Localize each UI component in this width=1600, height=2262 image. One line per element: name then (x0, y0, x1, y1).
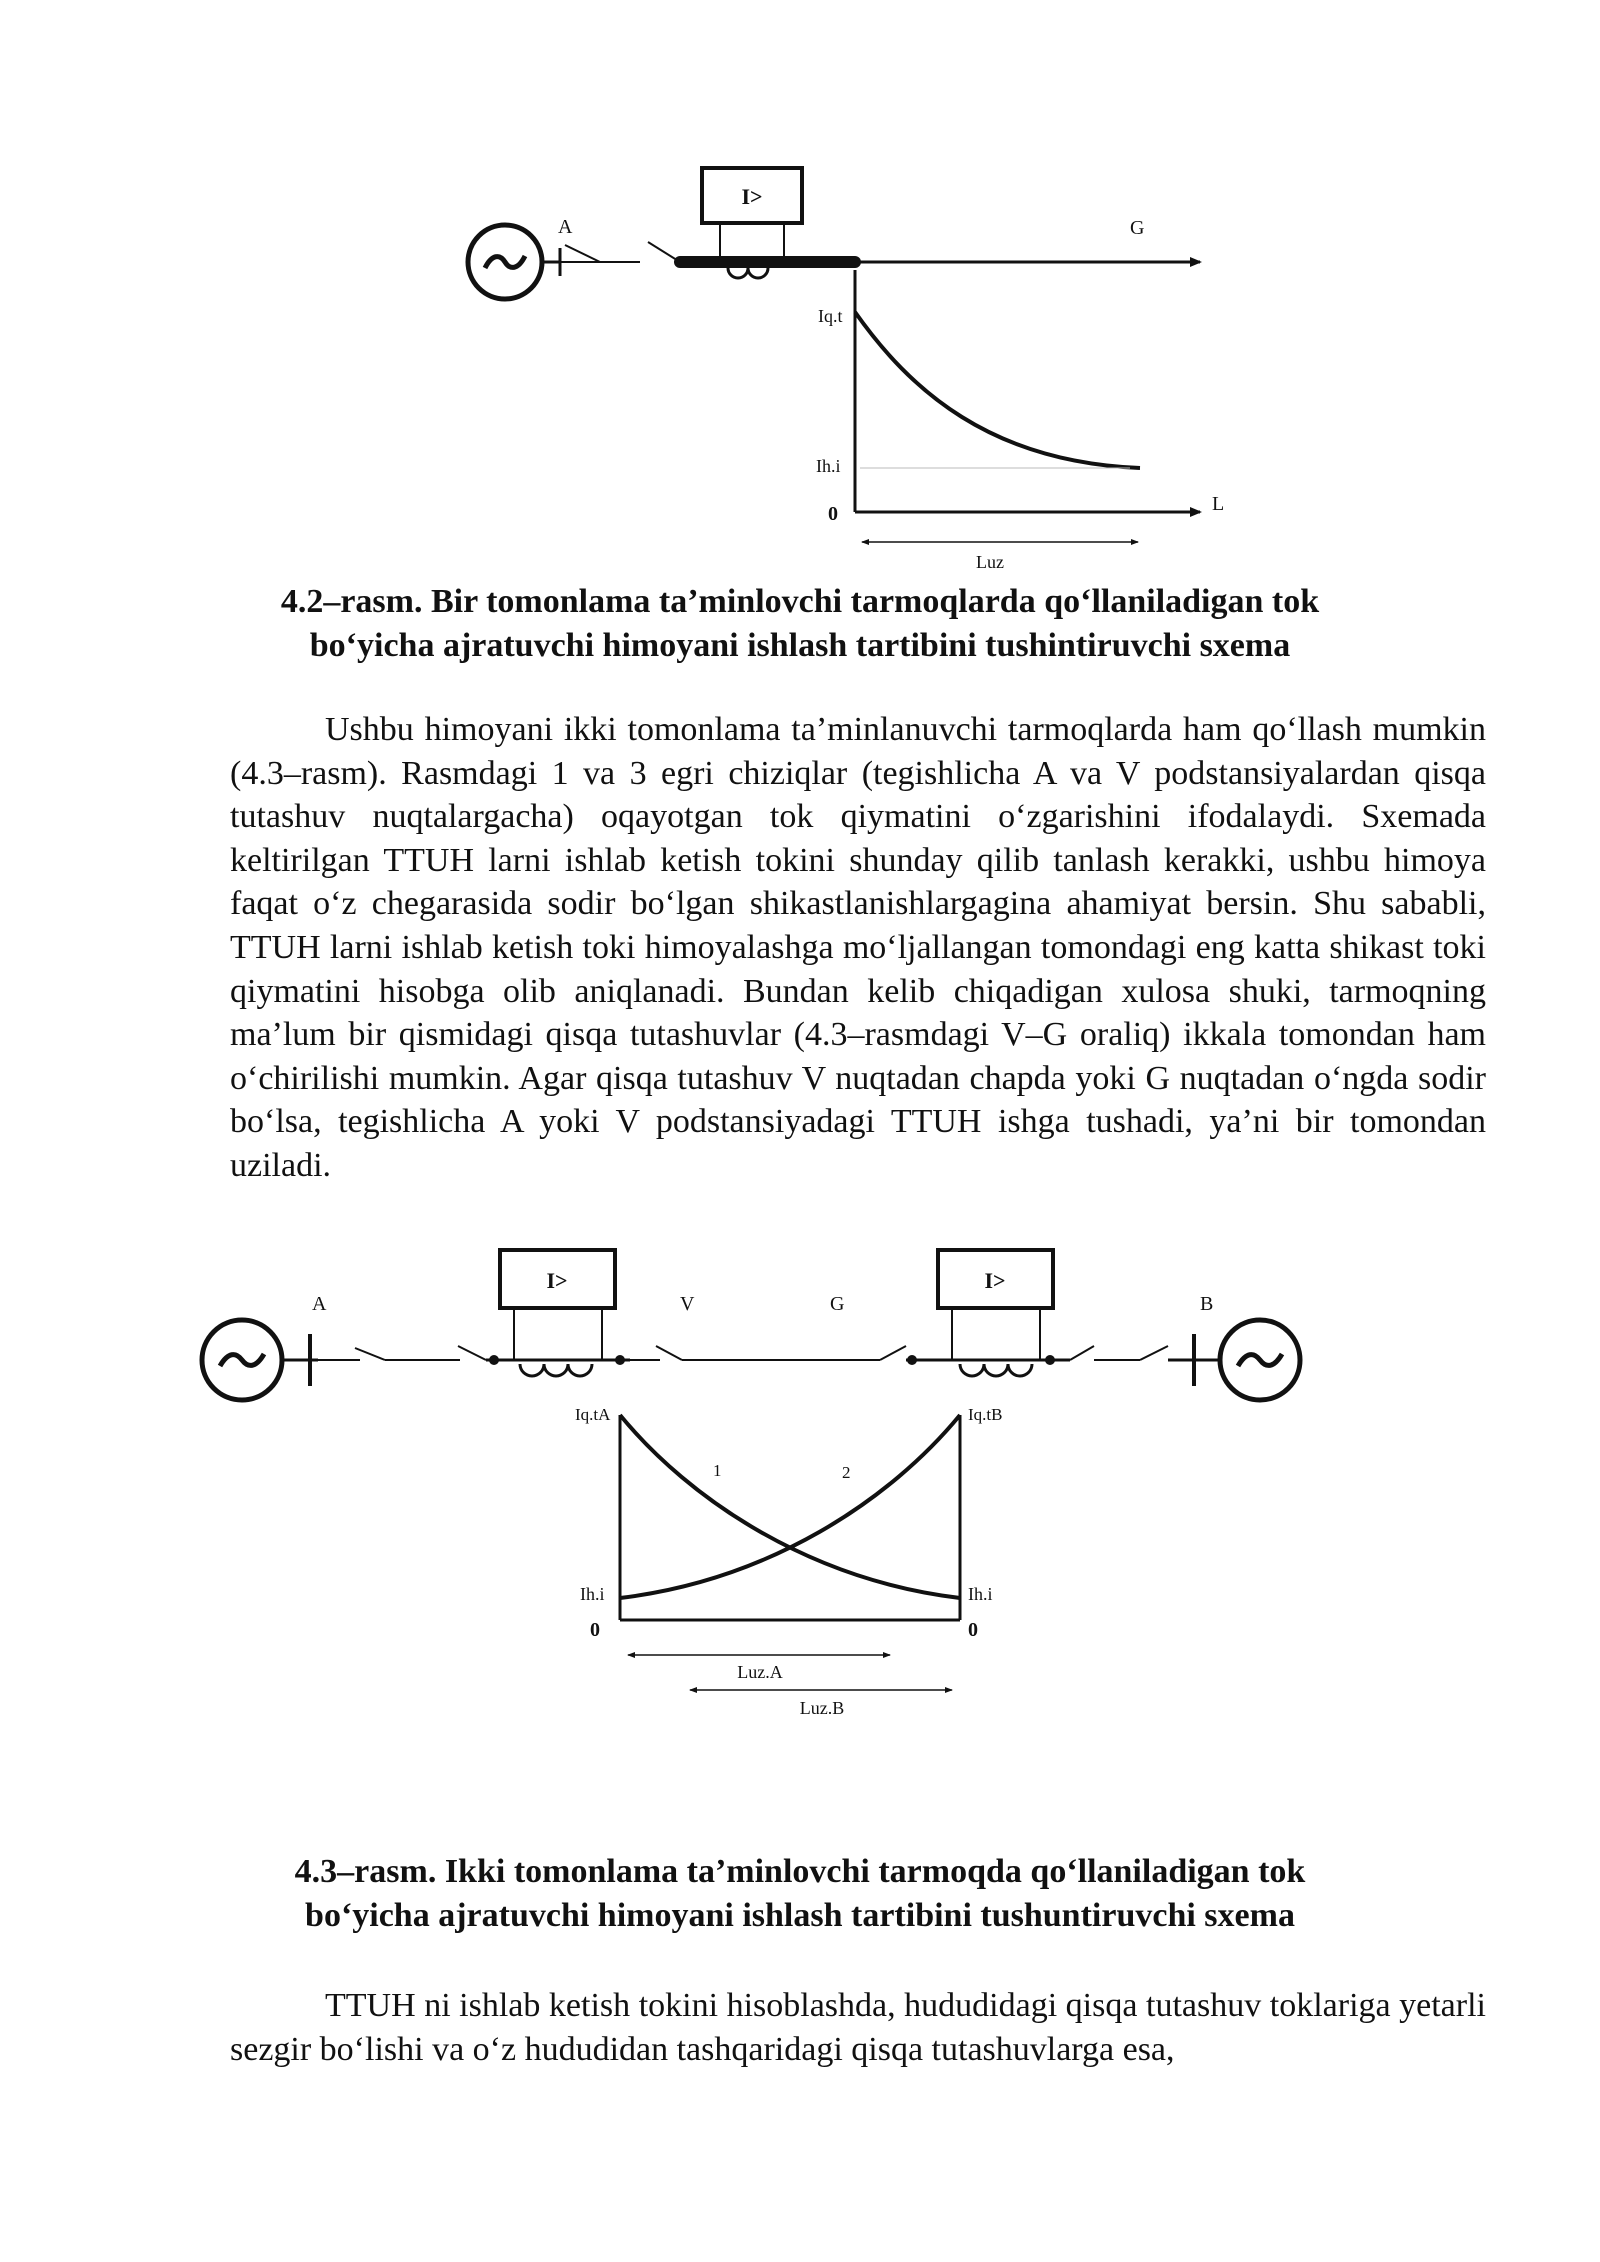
node-a-label: A (312, 1293, 327, 1315)
y-left-bottom-label: Ih.i (580, 1584, 605, 1604)
node-g-label: G (1130, 217, 1145, 239)
current-transformer-icon (728, 268, 768, 278)
figure-4-2-caption (230, 580, 1370, 668)
origin-label: 0 (828, 503, 838, 525)
y-right-bottom-label: Ih.i (968, 1584, 993, 1604)
relay-right-box (938, 1250, 1053, 1360)
current-transformer-left-icon (520, 1364, 592, 1376)
relay-box (702, 168, 802, 257)
curve-2 (620, 1415, 960, 1598)
zone-b-label: Luz.B (799, 1698, 845, 1718)
curve-2-label: 2 (842, 1463, 851, 1482)
node-b-label: B (1200, 1293, 1214, 1315)
caption-line: bo‘yicha ajratuvchi himoyani ishlash tartibini tushintiruvchi sxema (309, 627, 1291, 664)
caption-line: 4.3–rasm. Ikki tomonlama ta’minlovchi tarmoqda qo‘llaniladigan tok (294, 1853, 1306, 1890)
y-right-top-label: Iq.tB (968, 1405, 1003, 1424)
zone-label: Luz (976, 552, 1004, 572)
figure-4-3-caption (230, 1850, 1370, 1938)
caption-line: bo‘yicha ajratuvchi himoyani ishlash tartibini tushuntiruvchi sxema (305, 1897, 1295, 1934)
node-a-label: A (558, 216, 573, 238)
origin-left-label: 0 (590, 1619, 600, 1641)
figure-4-3-diagram (190, 1230, 1370, 1750)
x-axis-label: L (1212, 493, 1225, 515)
generator-icon (468, 225, 542, 299)
body-paragraph: TTUH ni ishlab ketish tokini hisoblashda, hududidagi qisqa tutashuv toklariga yetarli sezgir bo‘lishi va o‘z hududidan tashqaridagi qisqa tutashuvlarga esa, (230, 1987, 1486, 2068)
caption-line: 4.2–rasm. Bir tomonlama ta’minlovchi tarmoqlarda qo‘llaniladigan tok (280, 583, 1320, 620)
relay-left-label: I> (546, 1268, 568, 1293)
curve-1 (620, 1415, 960, 1598)
figure-4-2-diagram (430, 150, 1250, 580)
breaker-switch-icon (560, 242, 680, 262)
origin-right-label: 0 (968, 1619, 978, 1641)
zone-a-label: Luz.A (737, 1662, 783, 1682)
relay-left-box (500, 1250, 615, 1360)
generator-left-icon (202, 1320, 282, 1400)
body-paragraph: Ushbu himoyani ikki tomonlama ta’minlanuvchi tarmoqlarda ham qo‘llash mumkin (4.3–rasm). Rasmdagi 1 va 3 egri chiziqlar (tegishlicha A va V podstansiyalardan qisqa tutashuv nuqtalargacha) oqayotgan tok qiymatini o‘zgarishini ifodalaydi. Sxemada keltirilgan TTUH larni ishlab ketish tokini shunday qilib tanlash kerakki, ushbu himoya faqat o‘z chegarasida sodir bo‘lgan shikastlanishlargagina ahamiyat bersin. Shu sababli, TTUH larni ishlab ketish toki himoyalashga mo‘ljallangan tomondagi eng katta shikast toki qiymatini hisobga olib aniqlanadi. Bundan kelib chiqadigan xulosa shuki, tarmoqning ma’lum bir qismidagi qisqa tutashuvlar (4.3–rasmdagi V–G oraliq) ikkala tomondan ham o‘chirilishi mumkin. Agar qisqa tutashuv V nuqtadan chapda yoki G nuqtadan o‘ngda sodir bo‘lsa, tegishlicha A yoki V podstansiyadagi TTUH ishga tushadi, ya’ni bir tomondan uziladi. (230, 711, 1486, 1184)
current-transformer-right-icon (960, 1364, 1032, 1376)
relay-right-label: I> (984, 1268, 1006, 1293)
node-g-label: G (830, 1293, 845, 1315)
y-left-top-label: Iq.tA (575, 1405, 611, 1424)
current-decay-curve (855, 312, 1140, 468)
curve-1-label: 1 (713, 1461, 722, 1480)
relay-label: I> (741, 184, 763, 209)
generator-right-icon (1220, 1320, 1300, 1400)
node-v-label: V (680, 1293, 695, 1315)
y-top-label: Iq.t (818, 306, 843, 326)
y-bottom-label: Ih.i (816, 456, 841, 476)
